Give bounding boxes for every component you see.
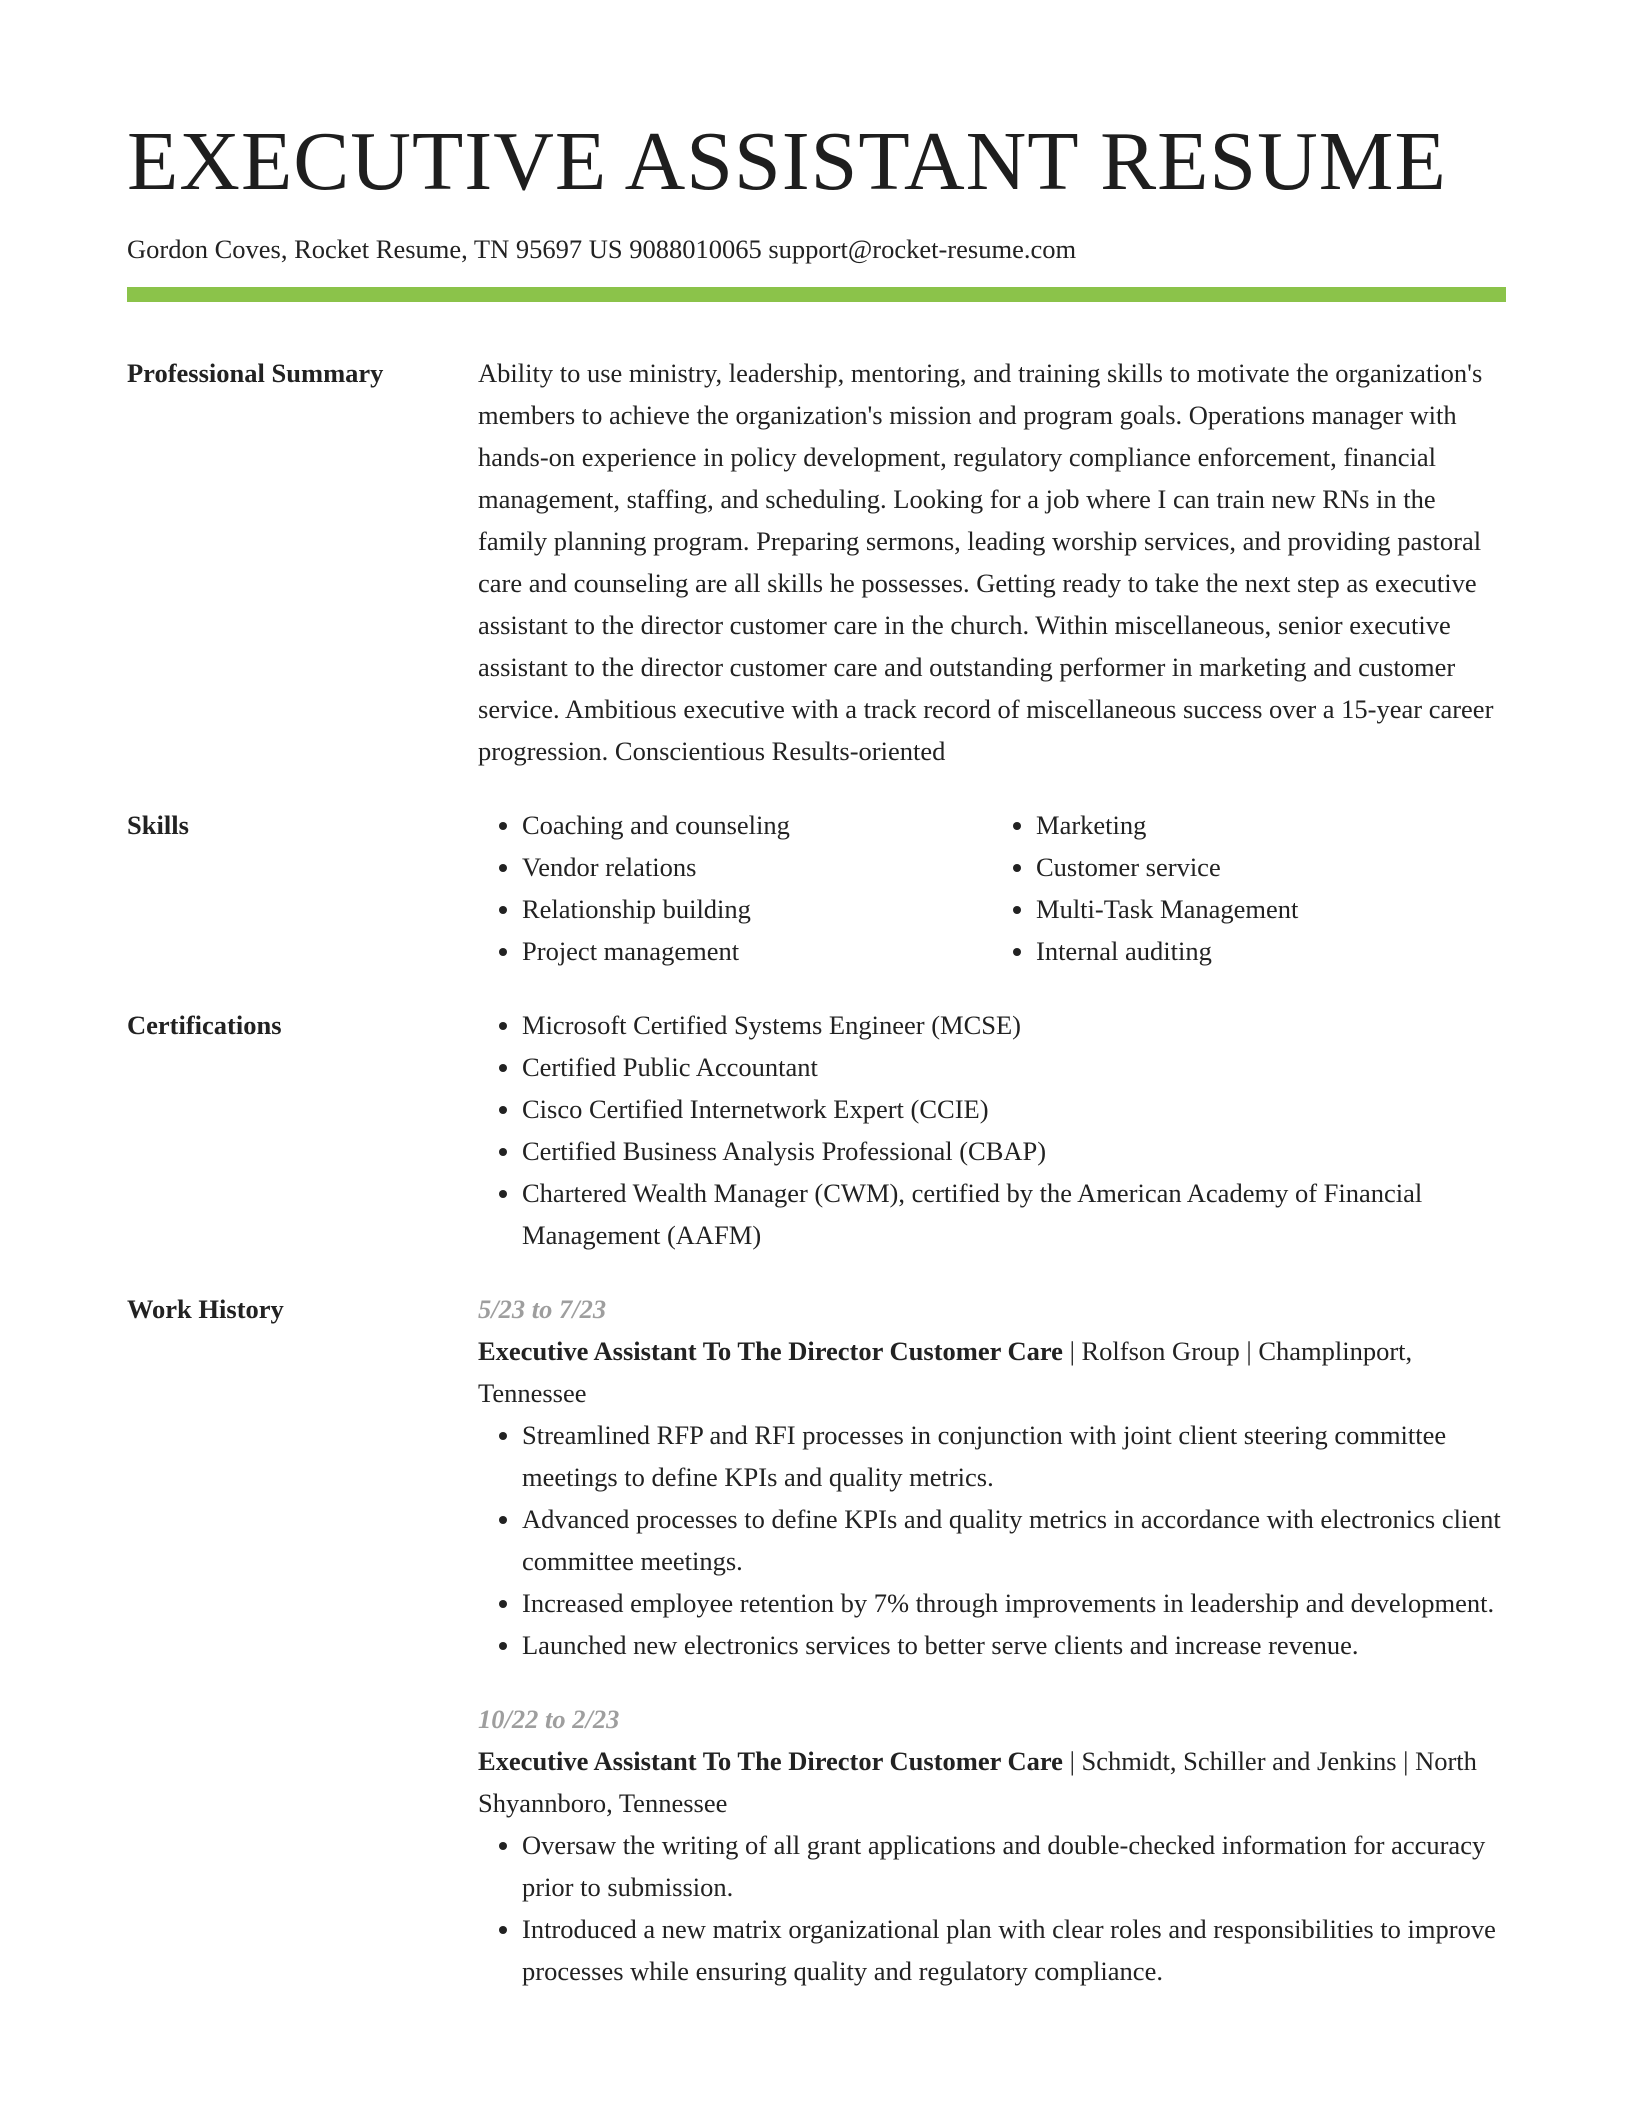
- summary-text: Ability to use ministry, leadership, mentoring, and training skills to motivate the organization's members to achieve the organization's mission and program goals. Operations manager with hands-on experience in policy development, regulatory compliance enforcement, financial management, staffing, and scheduling. Looking for a job where I can train new RNs in the family planning program. Preparing sermons, leading worship services, and providing pastoral care and counseling are all skills he possesses. Getting ready to take the next step as executive assistant to the director customer care in the church. Within miscellaneous, senior executive assistant to the director customer care and outstanding performer in marketing and customer service. Ambitious executive with a track record of miscellaneous success over a 15-year career progression. Conscientious Results-oriented: [478, 357, 1494, 766]
- certification-item: • Certified Public Accountant: [522, 1046, 1506, 1088]
- certification-item: • Microsoft Certified Systems Engineer (MCSE): [522, 1004, 1506, 1046]
- professional-summary-section: [127, 352, 1506, 772]
- certifications-section: [127, 1004, 1506, 1256]
- skill-item: • Customer service: [1036, 846, 1506, 888]
- skill-item: • Internal auditing: [1036, 930, 1506, 972]
- section-label-certifications: Certifications: [127, 1009, 282, 1040]
- section-label-skills: Skills: [127, 809, 189, 840]
- contact-line: Gordon Coves, Rocket Resume, TN 95697 US 9088010065 support@rocket-resume.com: [127, 234, 1077, 264]
- job-employer-location: | Schmidt, Schiller and Jenkins | North Shyannboro, Tennessee: [478, 1745, 1477, 1818]
- skills-column-1: [478, 804, 992, 972]
- skill-item: • Relationship building: [522, 888, 992, 930]
- resume-title: EXECUTIVE ASSISTANT RESUME: [127, 115, 1447, 208]
- skill-item: • Multi-Task Management: [1036, 888, 1506, 930]
- skill-item: • Coaching and counseling: [522, 804, 992, 846]
- certification-item: • Cisco Certified Internetwork Expert (CCIE): [522, 1088, 1506, 1130]
- skill-item: • Project management: [522, 930, 992, 972]
- job-title: Executive Assistant To The Director Customer Care: [478, 1745, 1063, 1776]
- job-title-line: [478, 1740, 1506, 1824]
- certification-item: • Certified Business Analysis Professional (CBAP): [522, 1130, 1506, 1172]
- accent-divider: [127, 287, 1506, 302]
- job-dates: 5/23 to 7/23: [478, 1293, 607, 1324]
- job-bullet: • Oversaw the writing of all grant applications and double-checked information for accuracy prior to submission.: [522, 1824, 1506, 1908]
- job-title-line: [478, 1330, 1506, 1414]
- job-title: Executive Assistant To The Director Customer Care: [478, 1335, 1063, 1366]
- skills-grid: [478, 804, 1506, 972]
- job-employer-location: | Rolfson Group | Champlinport, Tennessee: [478, 1335, 1413, 1408]
- work-history-section: [127, 1288, 1506, 1992]
- skill-item: • Vendor relations: [522, 846, 992, 888]
- job-dates: 10/22 to 2/23: [478, 1703, 620, 1734]
- section-label-work-history: Work History: [127, 1293, 284, 1324]
- certifications-list: [478, 1004, 1506, 1256]
- job-bullet: • Launched new electronics services to better serve clients and increase revenue.: [522, 1624, 1506, 1666]
- job-bullet: • Increased employee retention by 7% through improvements in leadership and development.: [522, 1582, 1506, 1624]
- job-bullet: • Introduced a new matrix organizational plan with clear roles and responsibilities to improve processes while ensuring quality and regulatory compliance.: [522, 1908, 1506, 1992]
- section-label-professional-summary: Professional Summary: [127, 357, 384, 388]
- job-bullet: • Streamlined RFP and RFI processes in conjunction with joint client steering committee meetings to define KPIs and quality metrics.: [522, 1414, 1506, 1498]
- work-history-entries: [478, 1288, 1506, 1992]
- job-entry: [478, 1698, 1506, 1992]
- certification-item: • Chartered Wealth Manager (CWM), certified by the American Academy of Financial Management (AAFM): [522, 1172, 1506, 1256]
- job-bullet: • Advanced processes to define KPIs and quality metrics in accordance with electronics client committee meetings.: [522, 1498, 1506, 1582]
- job-bullets: [478, 1414, 1506, 1666]
- skills-column-2: [992, 804, 1506, 972]
- job-entry: [478, 1288, 1506, 1666]
- job-bullets: [478, 1824, 1506, 1992]
- skills-section: [127, 804, 1506, 972]
- skill-item: • Marketing: [1036, 804, 1506, 846]
